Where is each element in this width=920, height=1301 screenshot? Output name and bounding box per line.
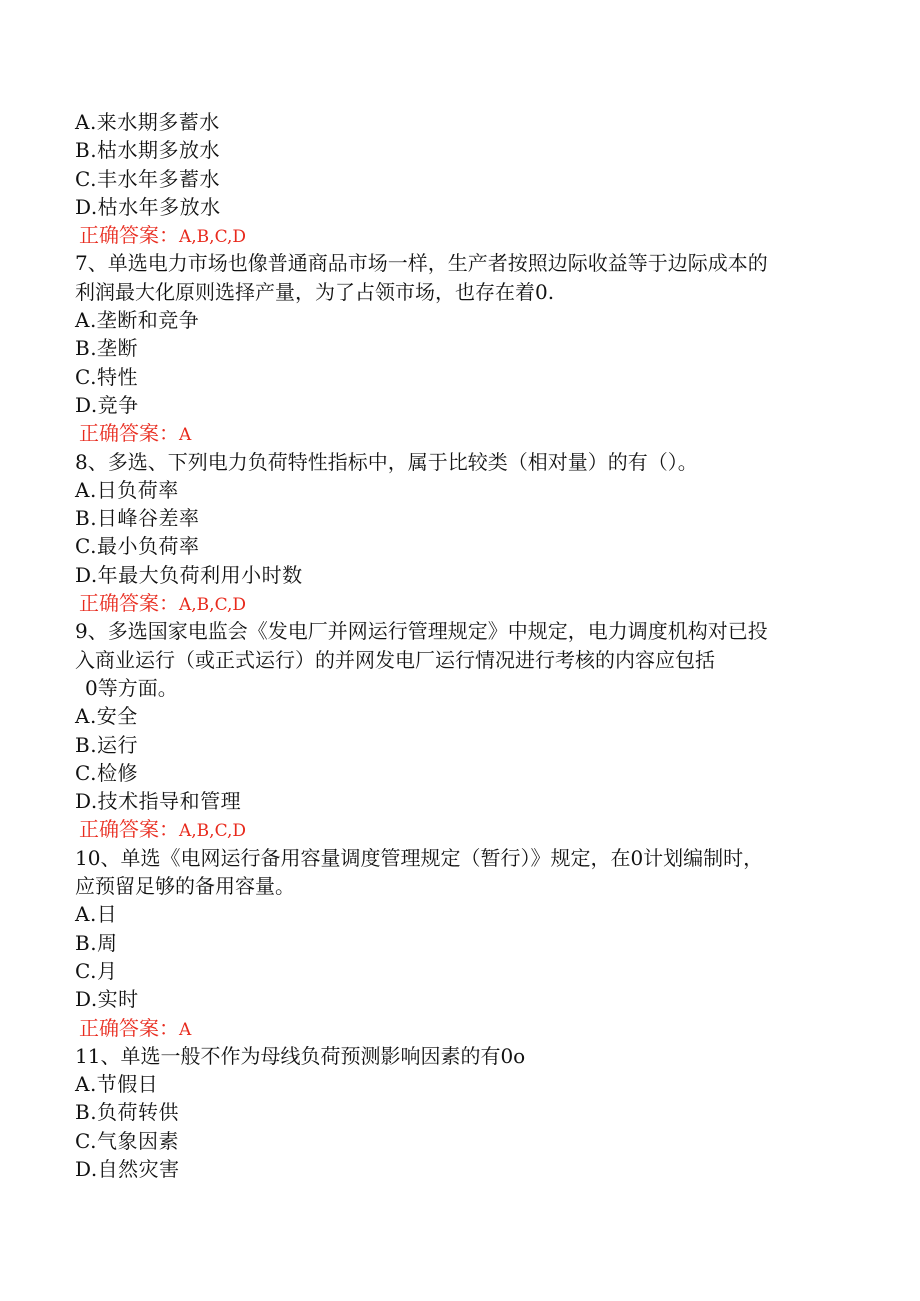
option-c: C.月 (75, 958, 118, 983)
option-c: C.特性 (75, 364, 138, 389)
question-block-8 (75, 448, 865, 618)
question-text: 0等方面。 (85, 675, 178, 700)
option-a: A.垄断和竞争 (75, 308, 200, 333)
option-c: C.检修 (75, 760, 138, 785)
option-b: B.负荷转供 (75, 1100, 180, 1125)
option-d: D.实时 (75, 987, 139, 1012)
option-d: D.技术指导和管理 (75, 789, 242, 814)
answer-label: 正确答案： (79, 1015, 179, 1040)
option-b: B.垄断 (75, 336, 139, 361)
question-text: 7、单选电力市场也像普通商品市场一样，生产者按照边际收益等于边际成本的 (75, 251, 768, 276)
option-b: B.运行 (75, 732, 139, 757)
option-d: D.竞争 (75, 392, 139, 417)
question-block-11 (75, 1042, 865, 1183)
option-b: B.周 (75, 930, 118, 955)
question-text: 利润最大化原则选择产量，为了占领市场，也存在着0. (75, 279, 555, 304)
option-a: A.日负荷率 (75, 477, 179, 502)
answer-label: 正确答案： (79, 223, 179, 248)
question-text: 9、多选国家电监会《发电厂并网运行管理规定》中规定，电力调度机构对已投 (75, 619, 768, 644)
question-text: 11、单选一般不作为母线负荷预测影响因素的有0o (75, 1043, 526, 1068)
option-a: A.来水期多蓄水 (75, 110, 220, 134)
question-text: 8、多选、下列电力负荷特性指标中，属于比较类（相对量）的有（）。 (75, 449, 698, 474)
option-c: C.丰水年多蓄水 (75, 166, 220, 191)
option-a: A.日 (75, 902, 118, 927)
option-d: D.枯水年多放水 (75, 194, 221, 219)
answer-label: 正确答案： (79, 817, 179, 842)
option-c: C.气象因素 (75, 1128, 179, 1153)
correct-answer (75, 221, 865, 249)
option-a: A.节假日 (75, 1072, 159, 1097)
answer-label: 正确答案： (79, 591, 179, 616)
correct-answer (75, 589, 865, 617)
option-a: A.安全 (75, 704, 138, 729)
option-d: D.自然灾害 (75, 1156, 180, 1181)
answer-value: A,B,C,D (179, 227, 247, 248)
option-b: B.枯水期多放水 (75, 138, 221, 163)
answer-value: A (179, 425, 192, 446)
question-block-9 (75, 617, 865, 843)
answer-value: A,B,C,D (179, 595, 247, 616)
correct-answer (75, 815, 865, 843)
option-b: B.日峰谷差率 (75, 506, 200, 531)
question-text: 入商业运行（或正式运行）的并网发电厂运行情况进行考核的内容应包括 (75, 647, 715, 672)
answer-value: A (179, 1019, 192, 1040)
question-block-10 (75, 844, 865, 1042)
option-d: D.年最大负荷利用小时数 (75, 562, 303, 587)
question-block-7 (75, 249, 865, 447)
answer-value: A,B,C,D (179, 821, 247, 842)
answer-label: 正确答案： (79, 421, 179, 446)
correct-answer (75, 1014, 865, 1042)
question-text: 10、单选《电网运行备用容量调度管理规定（暂行）》规定，在0计划编制时， (75, 845, 764, 870)
correct-answer (75, 419, 865, 447)
option-c: C.最小负荷率 (75, 534, 200, 559)
document-page (75, 108, 865, 1183)
question-text: 应预留足够的备用容量。 (75, 874, 295, 899)
question-block-6 (75, 108, 865, 249)
